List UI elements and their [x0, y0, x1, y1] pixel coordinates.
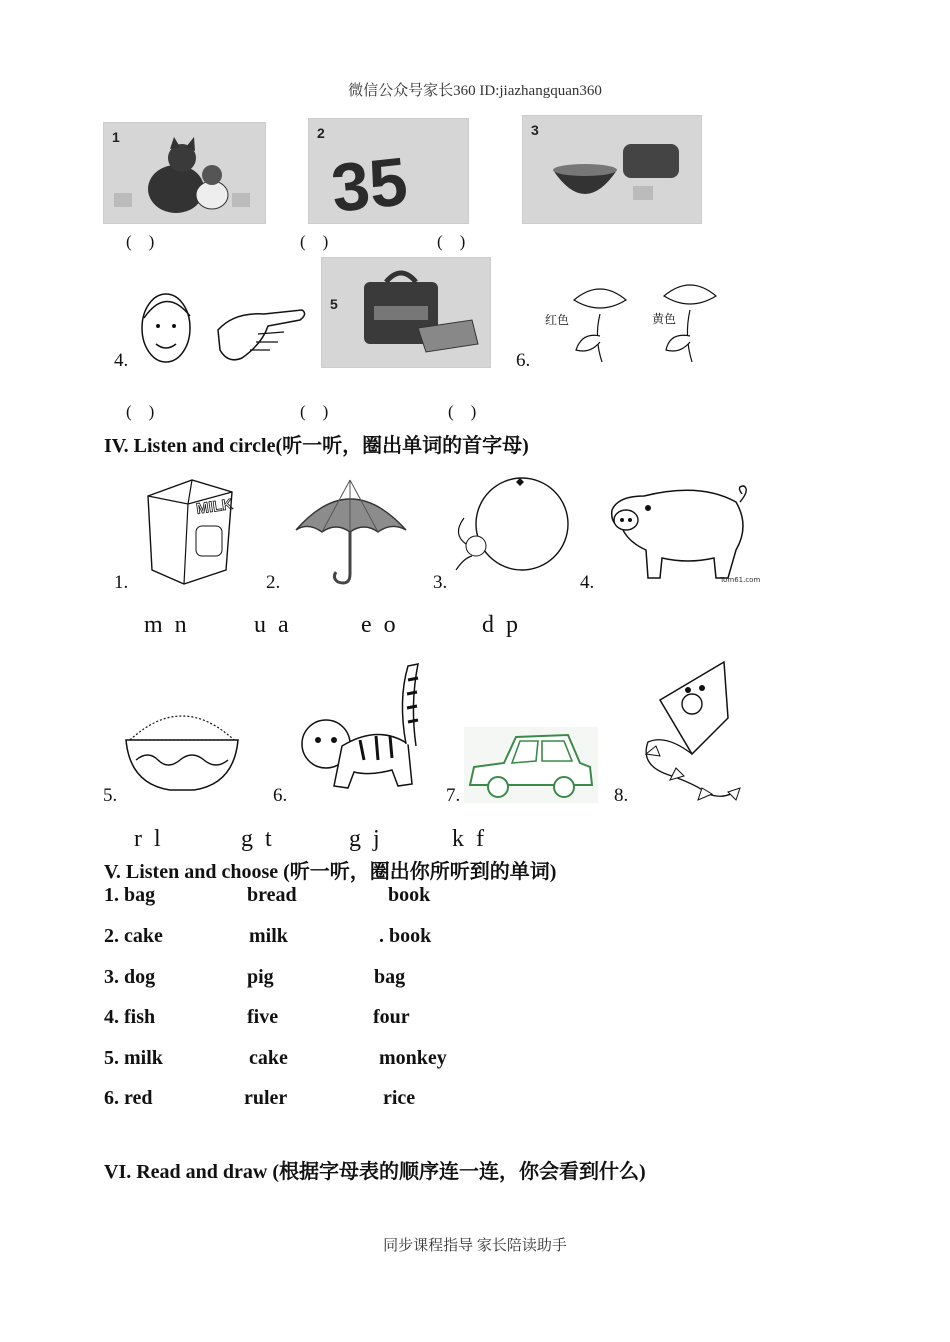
cats-photo	[103, 122, 266, 224]
answer-blank[interactable]: ( )	[448, 402, 477, 421]
letter[interactable]: k	[452, 826, 464, 852]
letter[interactable]: u	[254, 612, 266, 638]
letter-choices-2	[254, 612, 289, 639]
item-label: 6.	[273, 785, 288, 806]
item-label: 4.	[114, 350, 129, 371]
milk-carton-icon	[140, 466, 240, 586]
choice-word[interactable]: monkey	[379, 1047, 447, 1069]
photo-number: 5	[330, 296, 338, 312]
choice-word[interactable]: 4. fish	[104, 1006, 156, 1028]
choice-word[interactable]: . book	[379, 925, 432, 947]
page-header: 微信公众号家长360 ID:jiazhangquan360	[348, 83, 602, 99]
item-label: 7.	[446, 785, 461, 806]
choice-word[interactable]: ruler	[244, 1087, 288, 1109]
letter-choices-8	[452, 826, 484, 853]
letter[interactable]: m	[144, 612, 163, 638]
answer-blank[interactable]: ( )	[126, 402, 155, 421]
letter[interactable]: t	[265, 826, 272, 852]
photo-number: 1	[112, 129, 120, 145]
letter-choices-5	[134, 826, 161, 853]
choice-word[interactable]: 2. cake	[104, 925, 163, 947]
number-35-photo	[308, 118, 469, 227]
section-v-title: V. Listen and choose (听一听，圈出你所听到的单词)	[104, 861, 557, 883]
answer-blank[interactable]: ( )	[300, 232, 329, 251]
page-footer: 同步课程指导 家长陪读助手	[383, 1238, 567, 1254]
choice-word[interactable]: four	[373, 1006, 410, 1028]
letter[interactable]: r	[134, 826, 142, 852]
choice-word[interactable]: bread	[247, 884, 297, 906]
section-iv-title: IV. Listen and circle(听一听，圈出单词的首字母)	[104, 435, 529, 457]
letter[interactable]: g	[241, 826, 253, 852]
item-label: 4.	[580, 572, 595, 593]
pig-icon	[604, 480, 760, 586]
choice-word[interactable]: rice	[383, 1087, 416, 1109]
bowl-and-bread-photo	[522, 115, 702, 224]
choice-word[interactable]: bag	[374, 966, 406, 988]
letter[interactable]: n	[174, 612, 187, 638]
answer-blank[interactable]: ( )	[300, 402, 329, 421]
schoolbag-icon	[322, 258, 490, 367]
flowers-icon	[540, 276, 740, 366]
letter-choices-1	[144, 612, 187, 639]
answer-blank[interactable]: ( )	[126, 232, 155, 251]
answer-blank[interactable]: ( )	[437, 232, 466, 251]
choice-word[interactable]: pig	[247, 966, 274, 988]
svg-text:Tom61.com: Tom61.com	[720, 576, 761, 584]
choice-word[interactable]: cake	[249, 1047, 288, 1069]
bowl-bread-icon	[523, 116, 701, 223]
man-pointing-icon	[134, 288, 314, 372]
item-label: 6.	[516, 350, 531, 371]
letter[interactable]: a	[278, 612, 289, 638]
choice-word[interactable]: five	[247, 1006, 279, 1028]
cats-icon	[104, 123, 265, 223]
kite-icon	[636, 654, 748, 802]
letter-choices-3	[361, 612, 396, 639]
item-label: 1.	[114, 572, 129, 593]
letter-choices-7	[349, 826, 380, 853]
choice-word[interactable]: 5. milk	[104, 1047, 163, 1069]
flower-color-label: 黄色	[652, 312, 677, 326]
item-label: 5.	[103, 785, 118, 806]
number-35-icon	[309, 119, 468, 227]
letter[interactable]: j	[373, 826, 380, 852]
letter[interactable]: d	[482, 612, 494, 638]
choice-word[interactable]: book	[388, 884, 431, 906]
schoolbag-and-book-photo	[321, 257, 491, 368]
letter[interactable]: p	[506, 612, 518, 638]
choice-word[interactable]: 1. bag	[104, 884, 156, 906]
photo-number: 2	[317, 125, 325, 141]
letter[interactable]: e	[361, 612, 372, 638]
letter[interactable]: o	[383, 612, 396, 638]
letter[interactable]: l	[154, 826, 161, 852]
umbrella-icon	[292, 474, 410, 588]
orange-icon	[448, 474, 572, 586]
svg-text:MILK: MILK	[195, 495, 234, 518]
letter[interactable]: g	[349, 826, 361, 852]
car-icon	[464, 727, 598, 803]
flower-color-label: 红色	[545, 313, 570, 327]
letter-choices-6	[241, 826, 272, 853]
section-vi-title: VI. Read and draw (根据字母表的顺序连一连，你会看到什么)	[104, 1161, 646, 1183]
choice-word[interactable]: 6. red	[104, 1087, 153, 1109]
rice-bowl-icon	[124, 700, 240, 798]
tiger-icon	[290, 660, 422, 800]
item-label: 2.	[266, 572, 281, 593]
svg-text:35: 35	[327, 143, 411, 227]
photo-number: 3	[531, 122, 539, 138]
choice-word[interactable]: milk	[249, 925, 288, 947]
letter-choices-4	[482, 612, 518, 639]
letter[interactable]: f	[476, 826, 484, 852]
item-label: 8.	[614, 785, 629, 806]
choice-word[interactable]: 3. dog	[104, 966, 156, 988]
item-label: 3.	[433, 572, 448, 593]
